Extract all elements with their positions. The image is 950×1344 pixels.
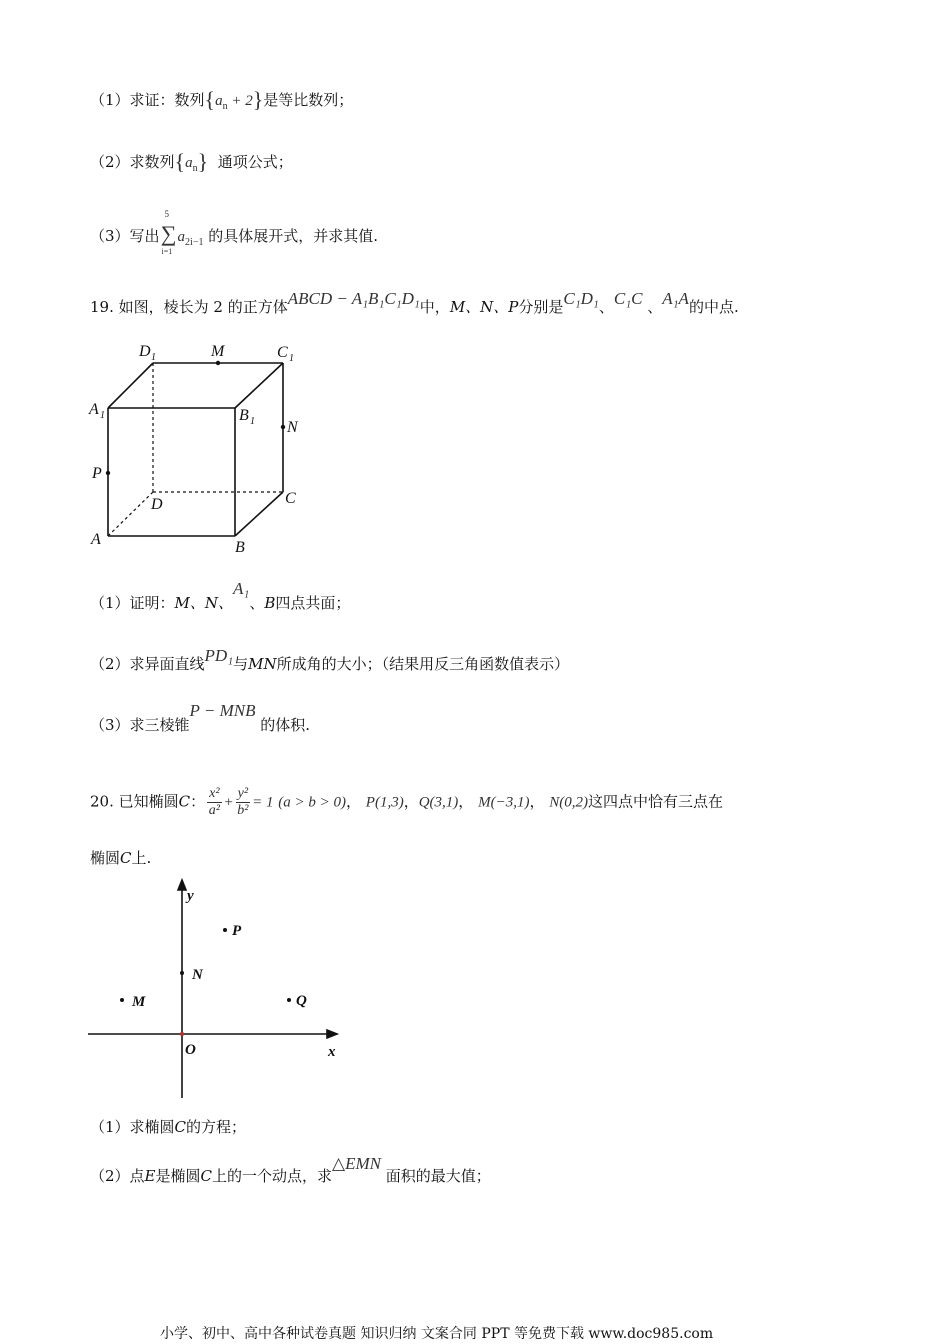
axes-figure (85, 878, 355, 1103)
point-n (281, 425, 285, 429)
q19-part2: （2）求异面直线PD₁与MN所成角的大小；（结果用反三角函数值表示） (90, 646, 570, 673)
q19-part1: （1）证明：M、N、A₁、B四点共面； (90, 579, 351, 612)
svg-text:1: 1 (289, 353, 294, 364)
q18-part1: （1）求证：数列$\{a_n + 2\}$是等比数列； (90, 87, 354, 112)
svg-text:1: 1 (151, 352, 156, 363)
label-a: A (91, 531, 101, 548)
label-c: C (285, 490, 296, 507)
point-n (180, 971, 184, 975)
q18-part2: （2）求数列$\{a_n\}$ 通项公式； (90, 149, 293, 174)
label-c1: C (277, 344, 288, 361)
label-p: P (92, 465, 102, 482)
q19-cube-name: ABCD − A₁B₁C₁D₁ (287, 289, 420, 308)
label-m: M (211, 343, 225, 360)
label-a1: A (89, 401, 99, 418)
point-q (287, 998, 291, 1002)
q19-stem: 19. 如图，棱长为 2 的正方体ABCD − A₁B₁C₁D₁中，M、N、P分别是C₁D₁、C₁C 、A₁A的中点. (90, 289, 739, 316)
q20-part2: （2）点E是椭圆C上的一个动点，求△EMN 面积的最大值； (90, 1154, 491, 1185)
label-d1: D (139, 343, 151, 360)
label-q: Q (296, 993, 307, 1009)
q20-part1: （1）求椭圆C的方程； (90, 1118, 247, 1136)
q20-frac-x: $\frac{\text{x²}}{\text{a²}}$ (208, 786, 220, 818)
label-d: D (151, 496, 163, 513)
point-m (120, 998, 124, 1002)
label-x: x (328, 1044, 336, 1060)
q20-stem: 20. 已知椭圆C： $\frac{\text{x²}}{\text{a²}}$ + $\frac{\text{y²}}{\text{b²}}$ = 1 (a > b > 0)， P(1,3)，Q(3,1)， M(−3,1)， N(0,2)这四点中恰有三点在 (90, 786, 723, 818)
q18-p1-math: $\{a_n + 2\}$ (204, 87, 264, 112)
point-p (223, 928, 227, 932)
label-n: N (287, 419, 298, 436)
point-p (106, 471, 110, 475)
q20-frac-y: $\frac{\text{y²}}{\text{b²}}$ (237, 786, 249, 818)
q20-stem-line2: 椭圆C上. (90, 849, 152, 867)
q18-p2-math: $\{a_n\}$ (174, 149, 209, 174)
label-b1: B (239, 407, 249, 424)
label-o: O (185, 1042, 196, 1058)
point-origin (180, 1032, 184, 1036)
label-m: M (132, 994, 146, 1010)
label-b: B (235, 539, 245, 556)
q18-p3-sum: 5 ∑ i=1 (160, 209, 177, 256)
cube-figure (85, 338, 315, 560)
q18-part3: （3）写出 5 ∑ i=1 $a_{2i-1}$ 的具体展开式，并求其值. (90, 209, 379, 256)
q19-part3: （3）求三棱锥P − MNB 的体积. (90, 701, 311, 734)
page-footer: 小学、初中、高中各种试卷真题 知识归纳 文案合同 PPT 等免费下载 www.doc985.com (160, 1326, 714, 1342)
q18-p3-term: $a_{2i-1}$ (177, 229, 204, 248)
point-m (216, 361, 220, 365)
label-p: P (232, 923, 242, 939)
svg-text:1: 1 (100, 410, 105, 421)
svg-text:1: 1 (250, 416, 255, 427)
label-n: N (192, 967, 203, 983)
label-y: y (187, 888, 194, 904)
